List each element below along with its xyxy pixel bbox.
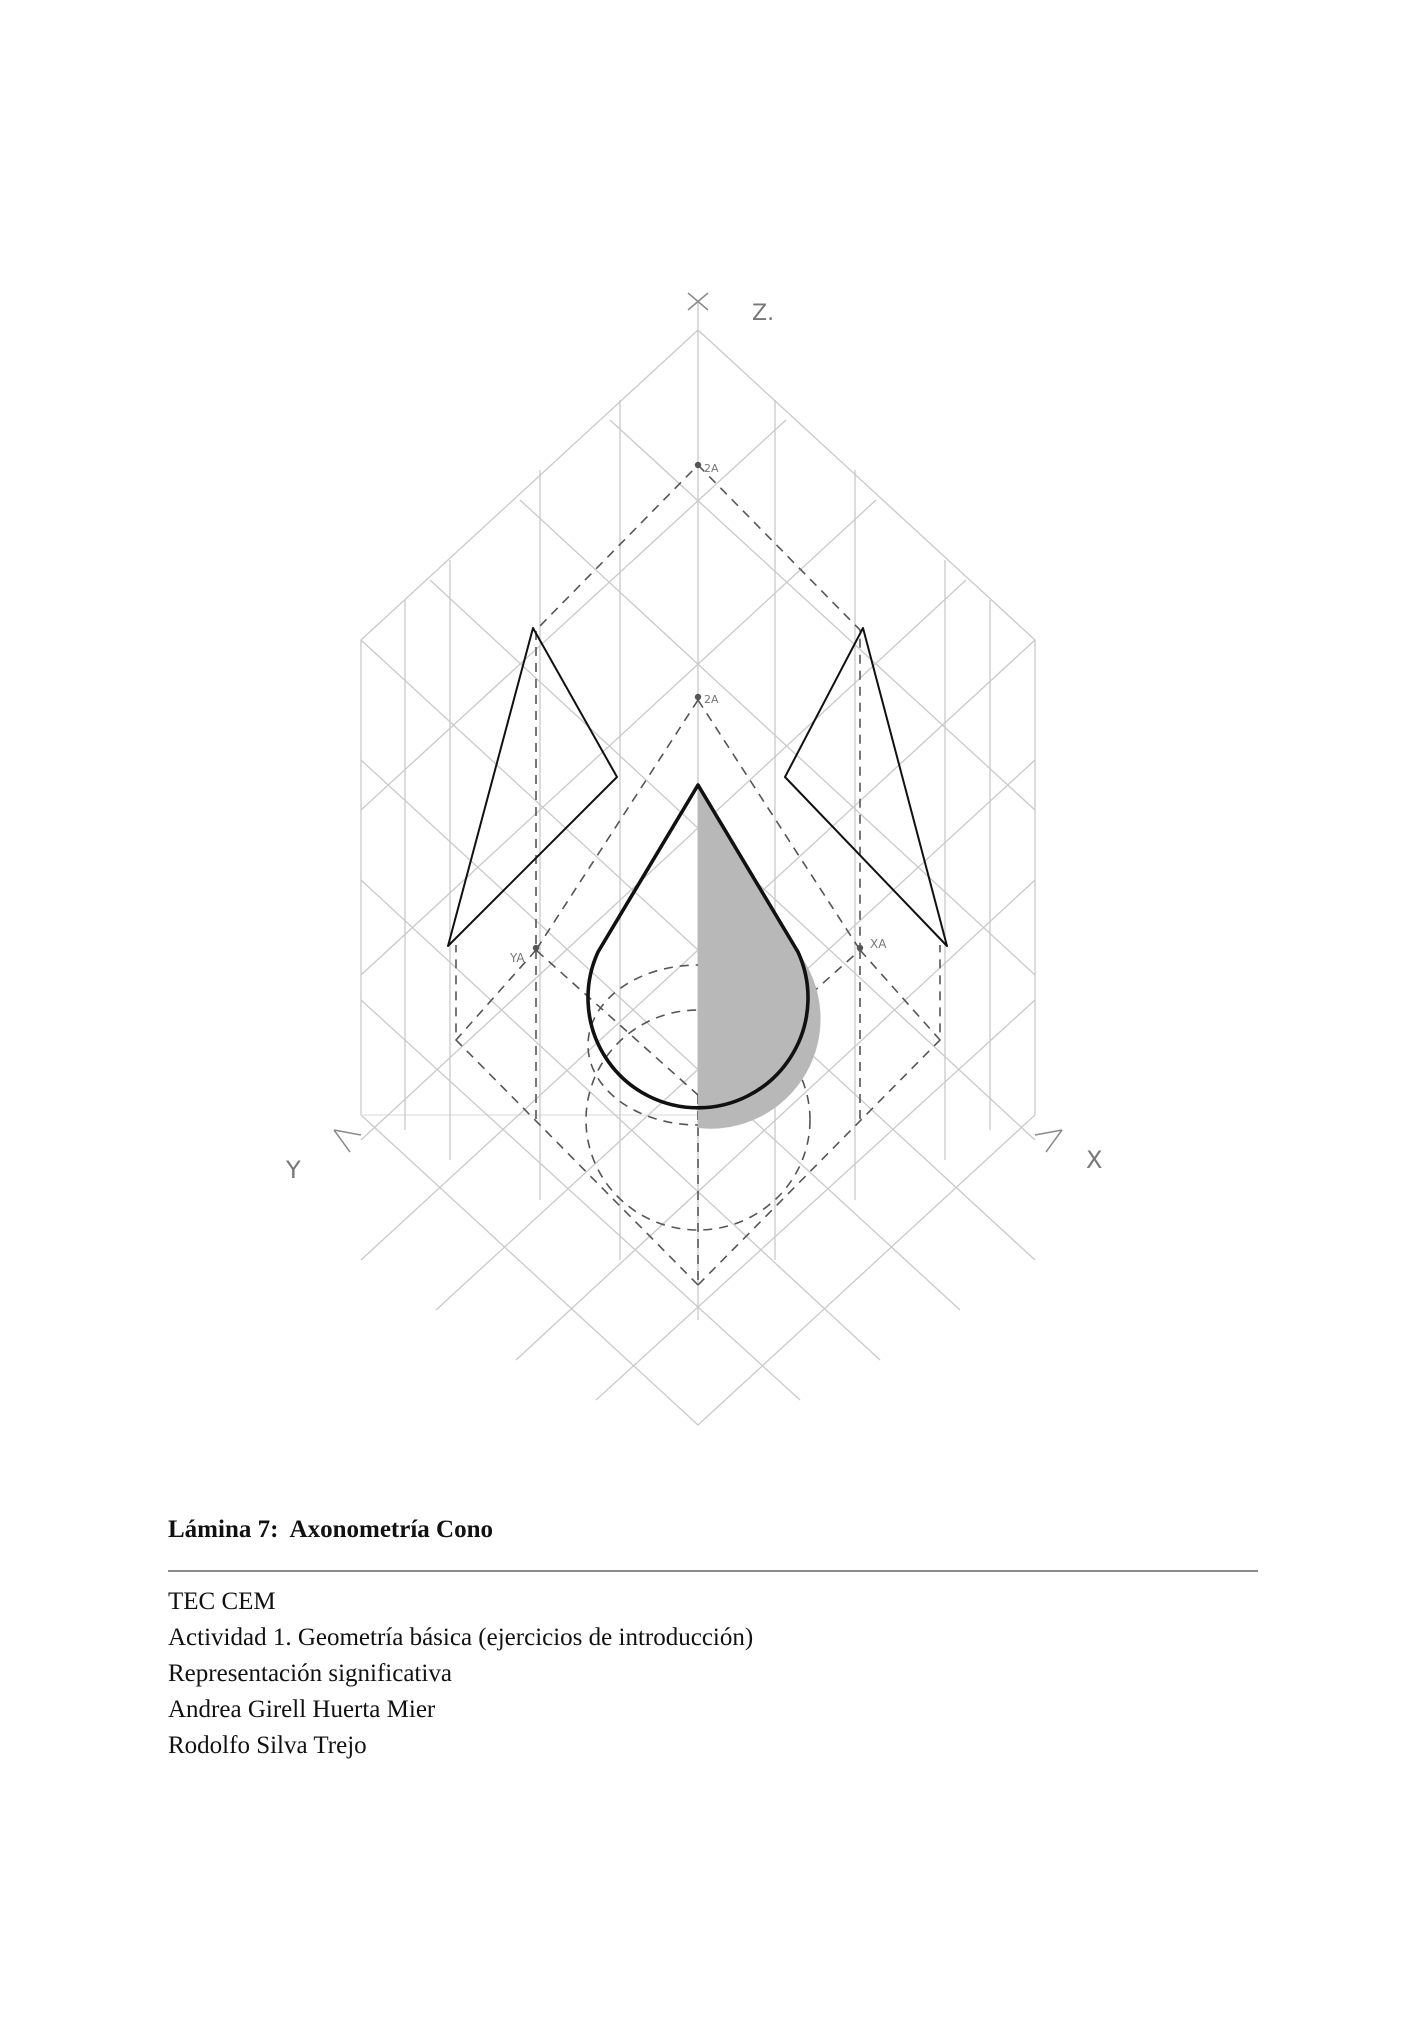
credit-line: Andrea Girell Huerta Mier [168, 1696, 436, 1723]
label-xa: XA [870, 937, 887, 951]
credit-line: TEC CEM [168, 1588, 276, 1615]
marker-ya [533, 945, 539, 951]
label-ya: YA [510, 951, 525, 965]
axis-labels [285, 301, 1102, 1184]
axis-z-label: Z. [752, 301, 775, 326]
marker-za-top [695, 462, 701, 468]
label-za-top: 2A [704, 462, 719, 475]
axis-x-label: X [1086, 1146, 1103, 1174]
marker-za-mid [695, 694, 701, 700]
label-za-mid: 2A [704, 693, 719, 706]
right-triangle [785, 628, 947, 946]
credit-line: Rodolfo Silva Trejo [168, 1732, 367, 1759]
axis-y-label: Y [286, 1156, 301, 1184]
credits-block [168, 1584, 753, 1764]
marker-xa [857, 945, 863, 951]
title-divider [168, 1570, 1258, 1572]
sheet-title: Lámina 7: Axonometría Cono [168, 1516, 493, 1543]
credit-line: Representación significativa [168, 1660, 452, 1687]
credit-line: Actividad 1. Geometría básica (ejercicios de introducción) [168, 1624, 754, 1651]
cone-shaded-half [698, 785, 821, 1129]
